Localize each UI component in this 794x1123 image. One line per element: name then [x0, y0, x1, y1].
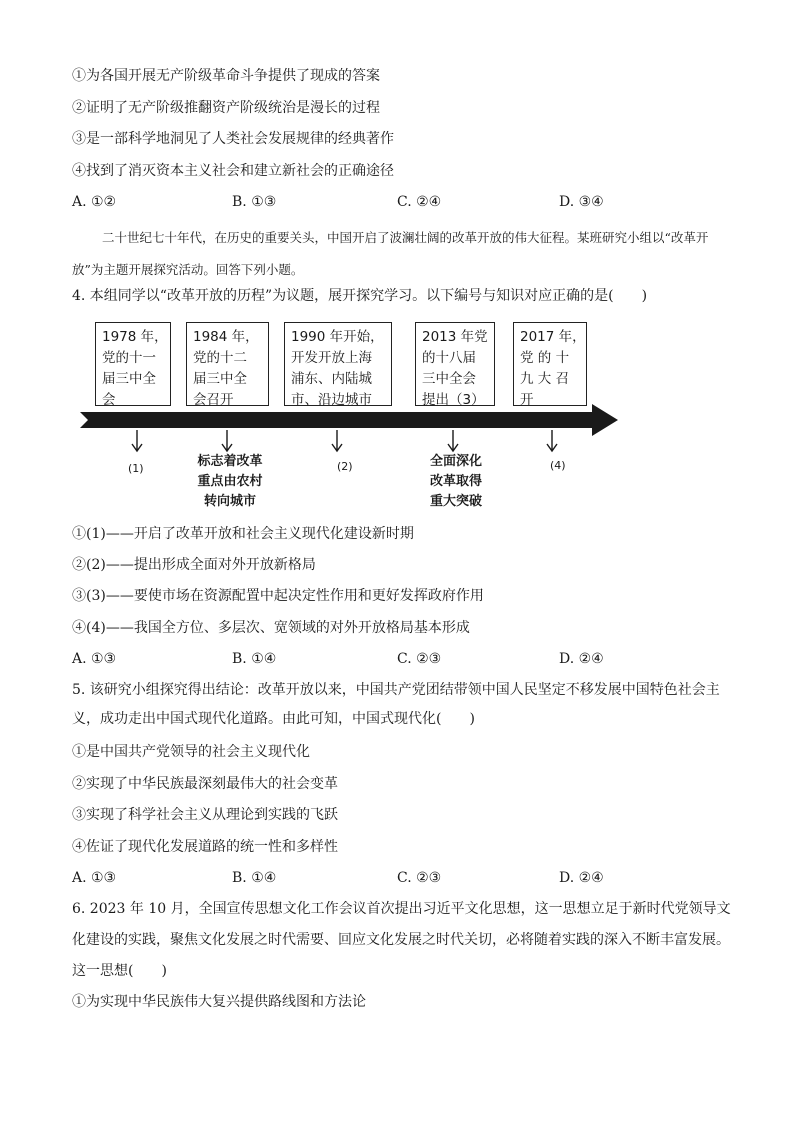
timeline-box-1978: 1978 年， 党的十一 届三中全 会 — [95, 322, 171, 406]
timeline-label-2013: 全面深化 改革取得 重大突破 — [429, 454, 482, 509]
timeline-down-arrow-4 — [448, 430, 458, 451]
timeline-label-2: (2) — [337, 460, 353, 473]
q5-item-3: ③实现了科学社会主义从理论到实践的飞跃 — [72, 807, 338, 823]
q3-option-c[interactable]: C. ②④ — [397, 194, 442, 210]
q5-stem: 5. 该研究小组探究得出结论：改革开放以来，中国共产党团结带领中国人民坚定不移发展中国特色社会主义，成功走出中国式现代化道路。由此可知，中国式现代化( ) — [72, 682, 720, 727]
q3-item-3: ③是一部科学地洞见了人类社会发展规律的经典著作 — [72, 131, 394, 147]
timeline-down-arrow-2 — [222, 430, 232, 451]
q3-item-1: ①为各国开展无产阶级革命斗争提供了现成的答案 — [72, 68, 380, 84]
q5-item-2: ②实现了中华民族最深刻最伟大的社会变革 — [72, 776, 338, 792]
q3-item-2: ②证明了无产阶级推翻资产阶级统治是漫长的过程 — [72, 100, 380, 116]
timeline-box-2013: 2013 年党 的十八届 三中全会 提出（3） — [415, 322, 495, 406]
timeline-down-arrow-5 — [547, 430, 557, 451]
timeline-label-1984: 标志着改革 重点由农村 转向城市 — [197, 454, 263, 509]
q4-item-2: ②(2)——提出形成全面对外开放新格局 — [72, 557, 316, 573]
q3-option-a[interactable]: A. ①② — [72, 194, 117, 210]
q5-option-a[interactable]: A. ①③ — [72, 870, 117, 886]
q5-option-c[interactable]: C. ②③ — [397, 870, 442, 886]
q4-item-1: ①(1)——开启了改革开放和社会主义现代化建设新时期 — [72, 526, 414, 542]
q5-item-1: ①是中国共产党领导的社会主义现代化 — [72, 744, 310, 760]
q3-option-b[interactable]: B. ①③ — [232, 194, 277, 210]
timeline-box-1990: 1990 年开始， 开发开放上海 浦东、内陆城 市、沿边城市 — [284, 322, 392, 406]
timeline-down-arrow-1 — [132, 430, 142, 451]
q3-option-d[interactable]: D. ③④ — [559, 194, 604, 210]
q4-item-3: ③(3)——要使市场在资源配置中起决定性作用和更好发挥政府作用 — [72, 588, 484, 604]
q4-stem: 4. 本组同学以“改革开放的历程”为议题，展开探究学习。以下编号与知识对应正确的是( ) — [72, 288, 648, 304]
timeline-box-2017: 2017 年， 党 的 十 九 大 召 开 — [513, 322, 587, 406]
q4-option-a[interactable]: A. ①③ — [72, 651, 117, 667]
q6-stem: 6. 2023 年 10 月，全国宣传思想文化工作会议首次提出习近平文化思想，这一思想立足于新时代党领导文化建设的实践，聚焦文化发展之时代需要、回应文化发展之时代关切，必将随着实践的深入不断丰富发展。这一思想( ) — [72, 901, 731, 979]
q3-item-4: ④找到了消灭资本主义社会和建立新社会的正确途径 — [72, 163, 394, 179]
timeline-down-arrow-3 — [332, 430, 342, 451]
q5-item-4: ④佐证了现代化发展道路的统一性和多样性 — [72, 839, 338, 855]
q5-option-d[interactable]: D. ②④ — [559, 870, 604, 886]
q4-option-b[interactable]: B. ①④ — [232, 651, 277, 667]
q4-item-4: ④(4)——我国全方位、多层次、宽领域的对外开放格局基本形成 — [72, 620, 470, 636]
q4-option-c[interactable]: C. ②③ — [397, 651, 442, 667]
timeline-label-4: (4) — [550, 459, 566, 472]
q6-item-1: ①为实现中华民族伟大复兴提供路线图和方法论 — [72, 994, 366, 1010]
q4-timeline — [80, 318, 620, 518]
section-intro: 二十世纪七十年代，在历史的重要关头，中国开启了波澜壮阔的改革开放的伟大征程。某班研究小组以“改革开放”为主题开展探究活动。回答下列小题。 — [72, 230, 709, 277]
timeline-label-1: (1) — [128, 462, 144, 475]
timeline-box-1984: 1984 年， 党的十二 届三中全 会召开 — [186, 322, 269, 406]
q4-option-d[interactable]: D. ②④ — [559, 651, 604, 667]
q5-option-b[interactable]: B. ①④ — [232, 870, 277, 886]
